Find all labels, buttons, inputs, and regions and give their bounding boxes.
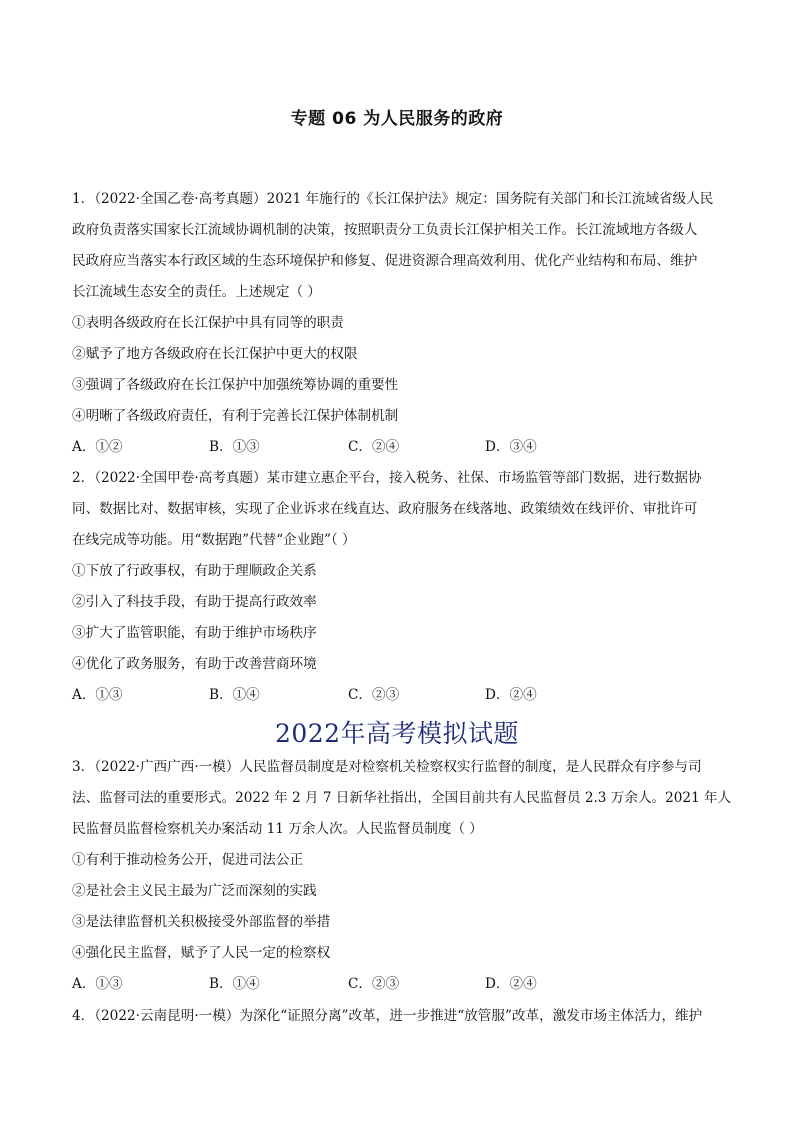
section-heading: 2022年高考模拟试题 — [274, 719, 520, 748]
q4-stem-line: 4．（2022·云南昆明·一模）为深化“证照分离”改革，进一步推进“放管服”改革，激发市场主体活力，维护 — [72, 1008, 703, 1024]
q2-statement: ①下放了行政事权，有助于理顺政企关系 — [72, 563, 317, 579]
q2-statement: ④优化了政务服务，有助于改善营商环境 — [72, 656, 317, 672]
q2-stem-line: 同、数据比对、数据审核，实现了企业诉求在线直达、政府服务在线落地、政策绩效在线评价、审批许可 — [72, 501, 698, 517]
q3-statement: ①有利于推动检务公开，促进司法公正 — [72, 852, 304, 868]
page-title: 专题 06 为人民服务的政府 — [290, 109, 504, 129]
q1-stem-line: 1．（2022·全国乙卷·高考真题）2021 年施行的《长江保护法》规定：国务院有关部门和长江流域省级人民 — [72, 191, 714, 207]
q1-option-d: D．③④ — [485, 439, 537, 455]
q1-option-a: A．①② — [72, 439, 123, 455]
q3-option-b: B．①④ — [209, 976, 260, 992]
q3-options — [72, 975, 592, 993]
q1-statement: ③强调了各级政府在长江保护中加强统筹协调的重要性 — [72, 377, 399, 393]
q2-option-d: D．②④ — [485, 687, 537, 703]
q3-option-a: A．①③ — [72, 976, 123, 992]
q2-stem-line: 在线完成等功能。用“数据跑”代替“企业跑”（ ） — [72, 532, 356, 548]
q3-option-c: C．②③ — [348, 976, 400, 992]
q2-statement: ②引入了科技手段，有助于提高行政效率 — [72, 594, 317, 610]
q2-stem-line: 2．（2022·全国甲卷·高考真题）某市建立惠企平台，接入税务、社保、市场监管等部门数据，进行数据协 — [72, 470, 702, 486]
q3-stem-line: 民监督员监督检察机关办案活动 11 万余人次。人民监督员制度（ ） — [72, 821, 483, 837]
q1-option-c: C．②④ — [348, 439, 400, 455]
q3-statement: ②是社会主义民主最为广泛而深刻的实践 — [72, 883, 317, 899]
q3-stem-line: 法、监督司法的重要形式。2022 年 2 月 7 日新华社指出，全国目前共有人民监督员 2.3 万余人。2021 年人 — [72, 790, 732, 806]
q1-options — [72, 438, 592, 456]
q1-statement: ②赋予了地方各级政府在长江保护中更大的权限 — [72, 346, 358, 362]
q3-stem-line: 3．（2022·广西广西·一模）人民监督员制度是对检察机关检察权实行监督的制度，是人民群众有序参与司 — [72, 759, 702, 775]
q2-statement: ③扩大了监管职能，有助于维护市场秩序 — [72, 625, 317, 641]
q1-statement: ①表明各级政府在长江保护中具有同等的职责 — [72, 315, 344, 331]
q3-statement: ③是法律监督机关积极接受外部监督的举措 — [72, 914, 331, 930]
q2-option-b: B．①④ — [209, 687, 260, 703]
q3-option-d: D．②④ — [485, 976, 537, 992]
q1-option-b: B．①③ — [209, 439, 260, 455]
q2-option-c: C．②③ — [348, 687, 400, 703]
q2-option-a: A．①③ — [72, 687, 123, 703]
q1-stem-line: 民政府应当落实本行政区域的生态环境保护和修复、促进资源合理高效利用、优化产业结构和布局、维护 — [72, 253, 698, 269]
q2-options — [72, 686, 592, 704]
q1-statement: ④明晰了各级政府责任，有利于完善长江保护体制机制 — [72, 408, 399, 424]
q3-statement: ④强化民主监督，赋予了人民一定的检察权 — [72, 945, 331, 961]
q1-stem-line: 长江流域生态安全的责任。上述规定（ ） — [72, 284, 322, 300]
q1-stem-line: 政府负责落实国家长江流域协调机制的决策，按照职责分工负责长江保护相关工作。长江流域地方各级人 — [72, 222, 698, 238]
